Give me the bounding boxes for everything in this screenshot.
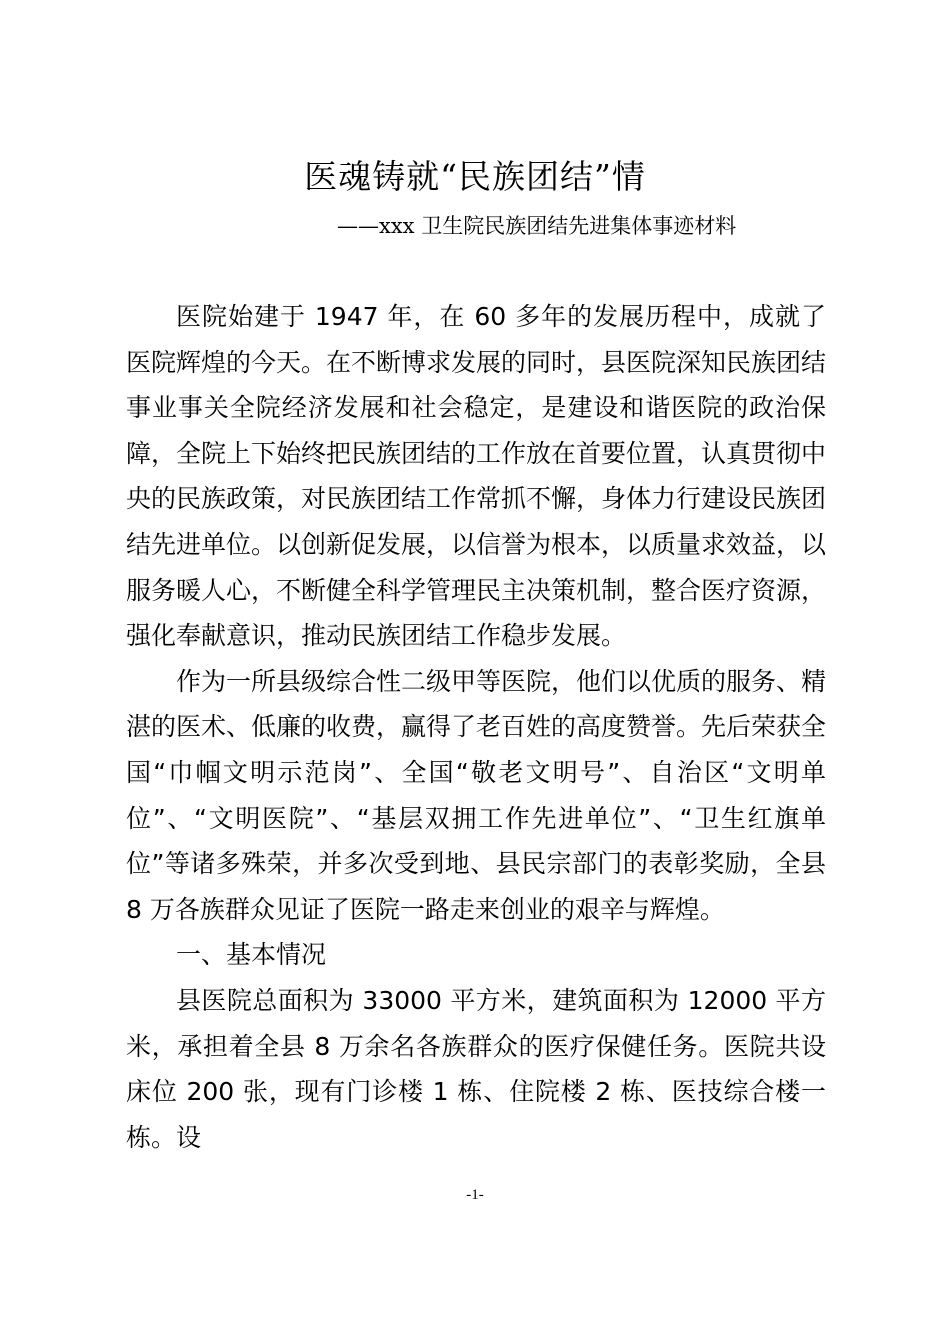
paragraph-history: 医院始建于 1947 年，在 60 多年的发展历程中，成就了医院辉煌的今天。在不断博求发展的同时，县医院深知民族团结事业事关全院经济发展和社会稳定，是建设和谐医院的政治保障，全院上下始终把民族团结的工作放在首要位置，认真贯彻中央的民族政策，对民族团结工作常抓不懈，身体力行建设民族团结先进单位。以创新促发展，以信誉为根本，以质量求效益，以服务暖人心，不断健全科学管理民主决策机制，整合医疗资源，强化奉献意识，推动民族团结工作稳步发展。 [126,302,827,651]
page-number: -1- [466,1187,484,1203]
paragraph-basic-info: 县医院总面积为 33000 平方米，建筑面积为 12000 平方米，承担着全县 8 万余名各族群众的医疗保健任务。医院共设床位 200 张，现有门诊楼 1 栋、住院楼 2 栋、医技综合楼一栋。设 [126,985,826,1152]
document-title: 医魂铸就“民族团结”情 [304,157,646,196]
paragraph-honors: 作为一所县级综合性二级甲等医院，他们以优质的服务、精湛的医术、低廉的收费，赢得了老百姓的高度赞誉。先后荣获全国“巾帼文明示范岗”、全国“敬老文明号”、自治区“文明单位”、“文明医院”、“基层双拥工作先进单位”、“卫生红旗单位”等诸多殊荣，并多次受到地、县民宗部门的表彰奖励，全县 8 万各族群众见证了医院一路走来创业的艰辛与辉煌。 [126,666,827,924]
section-heading-basic-info: 一、基本情况 [176,940,327,970]
document-subtitle: ——xxx 卫生院民族团结先进集体事迹材料 [337,214,737,238]
document-body [126,294,826,1160]
